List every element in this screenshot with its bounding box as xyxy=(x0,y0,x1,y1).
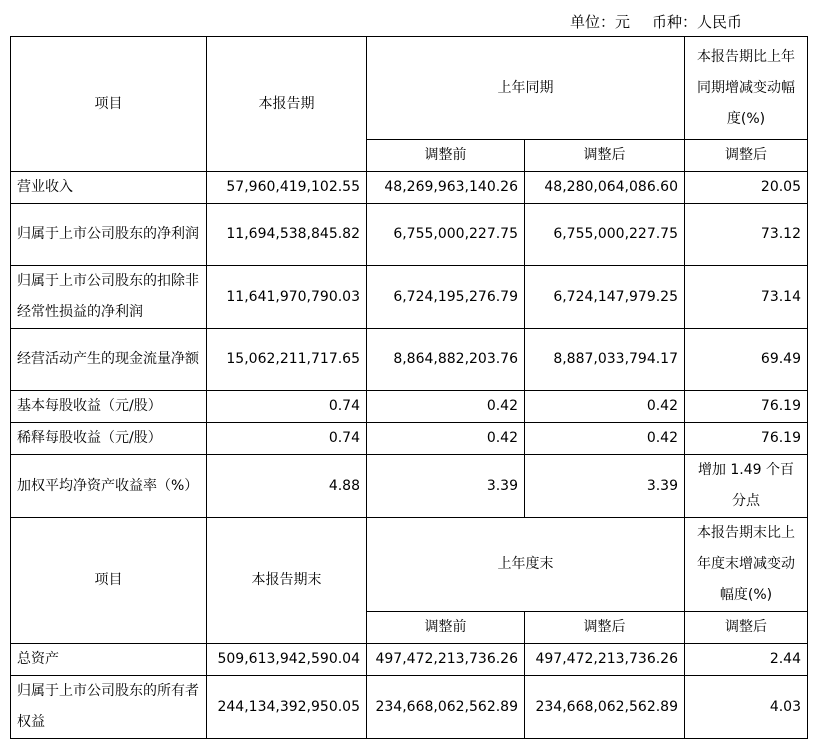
row-label: 总资产 xyxy=(11,644,207,676)
unit-line xyxy=(570,11,742,32)
before-adj-value: 3.39 xyxy=(367,455,525,518)
row-label: 归属于上市公司股东的净利润 xyxy=(11,204,207,266)
current-value: 15,062,211,717.65 xyxy=(207,329,367,391)
table-row xyxy=(11,266,808,329)
header2-prior: 上年度末 xyxy=(367,518,685,612)
current-value: 0.74 xyxy=(207,391,367,423)
change-value: 4.03 xyxy=(685,676,808,739)
header2-change: 本报告期末比上年度末增减变动幅度(%) xyxy=(685,518,808,612)
current-value: 0.74 xyxy=(207,423,367,455)
current-value: 11,694,538,845.82 xyxy=(207,204,367,266)
after-adj-value: 8,887,033,794.17 xyxy=(525,329,685,391)
before-adj-value: 8,864,882,203.76 xyxy=(367,329,525,391)
row-label: 经营活动产生的现金流量净额 xyxy=(11,329,207,391)
before-adj-value: 234,668,062,562.89 xyxy=(367,676,525,739)
row-label: 基本每股收益（元/股） xyxy=(11,391,207,423)
change-value: 73.12 xyxy=(685,204,808,266)
change-value: 增加 1.49 个百分点 xyxy=(685,455,808,518)
after-adj-value: 0.42 xyxy=(525,423,685,455)
after-adj-value: 6,724,147,979.25 xyxy=(525,266,685,329)
header2-change-sub: 调整后 xyxy=(685,612,808,644)
before-adj-value: 497,472,213,736.26 xyxy=(367,644,525,676)
current-value: 57,960,419,102.55 xyxy=(207,172,367,204)
before-adj-value: 6,724,195,276.79 xyxy=(367,266,525,329)
table-row xyxy=(11,423,808,455)
header1-row-top xyxy=(11,37,808,140)
header1-item: 项目 xyxy=(11,37,207,172)
change-value: 69.49 xyxy=(685,329,808,391)
table-row xyxy=(11,391,808,423)
before-adj-value: 0.42 xyxy=(367,391,525,423)
change-value: 20.05 xyxy=(685,172,808,204)
header1-before-adj: 调整前 xyxy=(367,140,525,172)
table-row xyxy=(11,455,808,518)
before-adj-value: 6,755,000,227.75 xyxy=(367,204,525,266)
row-label: 稀释每股收益（元/股） xyxy=(11,423,207,455)
current-value: 244,134,392,950.05 xyxy=(207,676,367,739)
header2-row-top xyxy=(11,518,808,612)
after-adj-value: 3.39 xyxy=(525,455,685,518)
before-adj-value: 0.42 xyxy=(367,423,525,455)
current-value: 4.88 xyxy=(207,455,367,518)
header1-change: 本报告期比上年同期增减变动幅度(%) xyxy=(685,37,808,140)
change-value: 76.19 xyxy=(685,391,808,423)
table-row xyxy=(11,676,808,739)
after-adj-value: 497,472,213,736.26 xyxy=(525,644,685,676)
current-value: 11,641,970,790.03 xyxy=(207,266,367,329)
change-value: 2.44 xyxy=(685,644,808,676)
row-label: 归属于上市公司股东的所有者权益 xyxy=(11,676,207,739)
change-value: 73.14 xyxy=(685,266,808,329)
header2-item: 项目 xyxy=(11,518,207,644)
table-row xyxy=(11,204,808,266)
currency-label: 币种：人民币 xyxy=(652,13,743,31)
header1-after-adj: 调整后 xyxy=(525,140,685,172)
financial-data-table xyxy=(10,36,808,739)
current-value: 509,613,942,590.04 xyxy=(207,644,367,676)
change-value: 76.19 xyxy=(685,423,808,455)
table-row xyxy=(11,329,808,391)
after-adj-value: 48,280,064,086.60 xyxy=(525,172,685,204)
header2-current: 本报告期末 xyxy=(207,518,367,644)
header1-prior: 上年同期 xyxy=(367,37,685,140)
header2-before-adj: 调整前 xyxy=(367,612,525,644)
header1-current: 本报告期 xyxy=(207,37,367,172)
before-adj-value: 48,269,963,140.26 xyxy=(367,172,525,204)
header2-after-adj: 调整后 xyxy=(525,612,685,644)
row-label: 归属于上市公司股东的扣除非经常性损益的净利润 xyxy=(11,266,207,329)
row-label: 营业收入 xyxy=(11,172,207,204)
unit-label: 单位：元 xyxy=(570,13,631,31)
after-adj-value: 6,755,000,227.75 xyxy=(525,204,685,266)
row-label: 加权平均净资产收益率（%） xyxy=(11,455,207,518)
after-adj-value: 234,668,062,562.89 xyxy=(525,676,685,739)
table-row xyxy=(11,172,808,204)
table-row xyxy=(11,644,808,676)
after-adj-value: 0.42 xyxy=(525,391,685,423)
header1-change-sub: 调整后 xyxy=(685,140,808,172)
